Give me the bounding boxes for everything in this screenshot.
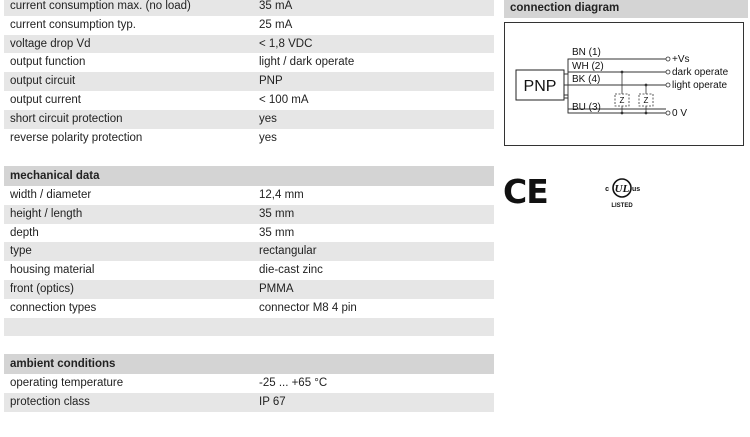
row-value: 12,4 mm: [259, 189, 304, 201]
load-symbol: Z: [643, 96, 649, 105]
device-label: PNP: [523, 78, 557, 95]
row-value: yes: [259, 112, 277, 125]
section-header-connection: connection diagram: [504, 0, 748, 18]
table-row: [4, 224, 494, 243]
row-value: 35 mA: [259, 0, 293, 12]
table-row: [4, 261, 494, 280]
row-value: IP 67: [259, 395, 286, 408]
row-label: reverse polarity protection: [10, 131, 143, 144]
row-label: housing material: [10, 264, 95, 277]
wire-label: BK (4): [572, 74, 601, 85]
table-row: [4, 205, 494, 224]
row-label: height / length: [10, 207, 83, 220]
table-row: [4, 16, 494, 35]
table-row: [4, 242, 494, 261]
table-row: [4, 91, 494, 110]
row-label: current consumption typ.: [10, 18, 136, 31]
table-row: [4, 53, 494, 72]
signal-label: light operate: [672, 80, 728, 91]
row-label: width / diameter: [10, 189, 92, 201]
row-label: front (optics): [10, 282, 74, 295]
table-row: [4, 280, 494, 299]
row-value: light / dark operate: [259, 56, 355, 69]
ce-mark-text: CE: [503, 172, 548, 208]
row-label: connection types: [10, 301, 97, 314]
ul-listed-text: LISTED: [611, 203, 633, 209]
row-value: 35 mm: [259, 226, 295, 239]
row-label: current consumption max. (no load): [10, 0, 191, 12]
wire-label: BU (3): [572, 102, 601, 113]
load-symbol: Z: [619, 96, 625, 105]
row-value: 25 mA: [259, 18, 293, 31]
row-label: short circuit protection: [10, 112, 123, 125]
row-value: 35 mm: [259, 207, 295, 220]
signal-label: dark operate: [672, 67, 729, 78]
row-value: -25 ... +65 °C: [259, 377, 328, 389]
signal-label: +Vs: [672, 54, 690, 65]
row-label: type: [10, 245, 32, 258]
ambient-data-table: [4, 374, 494, 412]
row-label: depth: [10, 226, 39, 239]
mechanical-data-table: [4, 186, 494, 318]
ce-mark-icon: [503, 172, 549, 208]
row-label: output current: [10, 93, 81, 106]
table-row: [4, 299, 494, 318]
row-value: die-cast zinc: [259, 264, 323, 277]
row-value: connector M8 4 pin: [259, 301, 357, 314]
table-row: [4, 35, 494, 54]
row-value: PMMA: [259, 282, 294, 295]
table-row: [4, 374, 494, 393]
signal-label: 0 V: [672, 108, 688, 119]
row-label: output function: [10, 56, 86, 69]
wire-label: WH (2): [572, 61, 604, 72]
row-label: protection class: [10, 395, 90, 408]
electrical-data-table: [4, 0, 494, 147]
table-row: [4, 110, 494, 129]
row-label: output circuit: [10, 75, 76, 88]
wire-label: BN (1): [572, 47, 601, 58]
ul-us-text: us: [632, 186, 641, 193]
row-value: yes: [259, 131, 277, 144]
ul-text: UL: [614, 183, 630, 195]
ul-c-text: c: [605, 186, 609, 193]
ul-listed-mark-icon: [601, 175, 649, 211]
table-row: [4, 186, 494, 205]
section-header-ambient: ambient conditions: [4, 354, 494, 374]
row-value: < 1,8 VDC: [259, 37, 313, 50]
row-value: PNP: [259, 75, 283, 88]
row-label: voltage drop Vd: [10, 37, 91, 50]
connection-diagram: [504, 22, 744, 146]
row-value: rectangular: [259, 245, 317, 258]
row-value: < 100 mA: [259, 93, 309, 106]
table-row: [4, 393, 494, 412]
table-row: [4, 72, 494, 91]
section-header-mechanical: mechanical data: [4, 166, 494, 186]
table-row: [4, 0, 494, 16]
row-label: operating temperature: [10, 377, 124, 389]
empty-table-row: [4, 318, 494, 336]
table-row: [4, 129, 494, 148]
